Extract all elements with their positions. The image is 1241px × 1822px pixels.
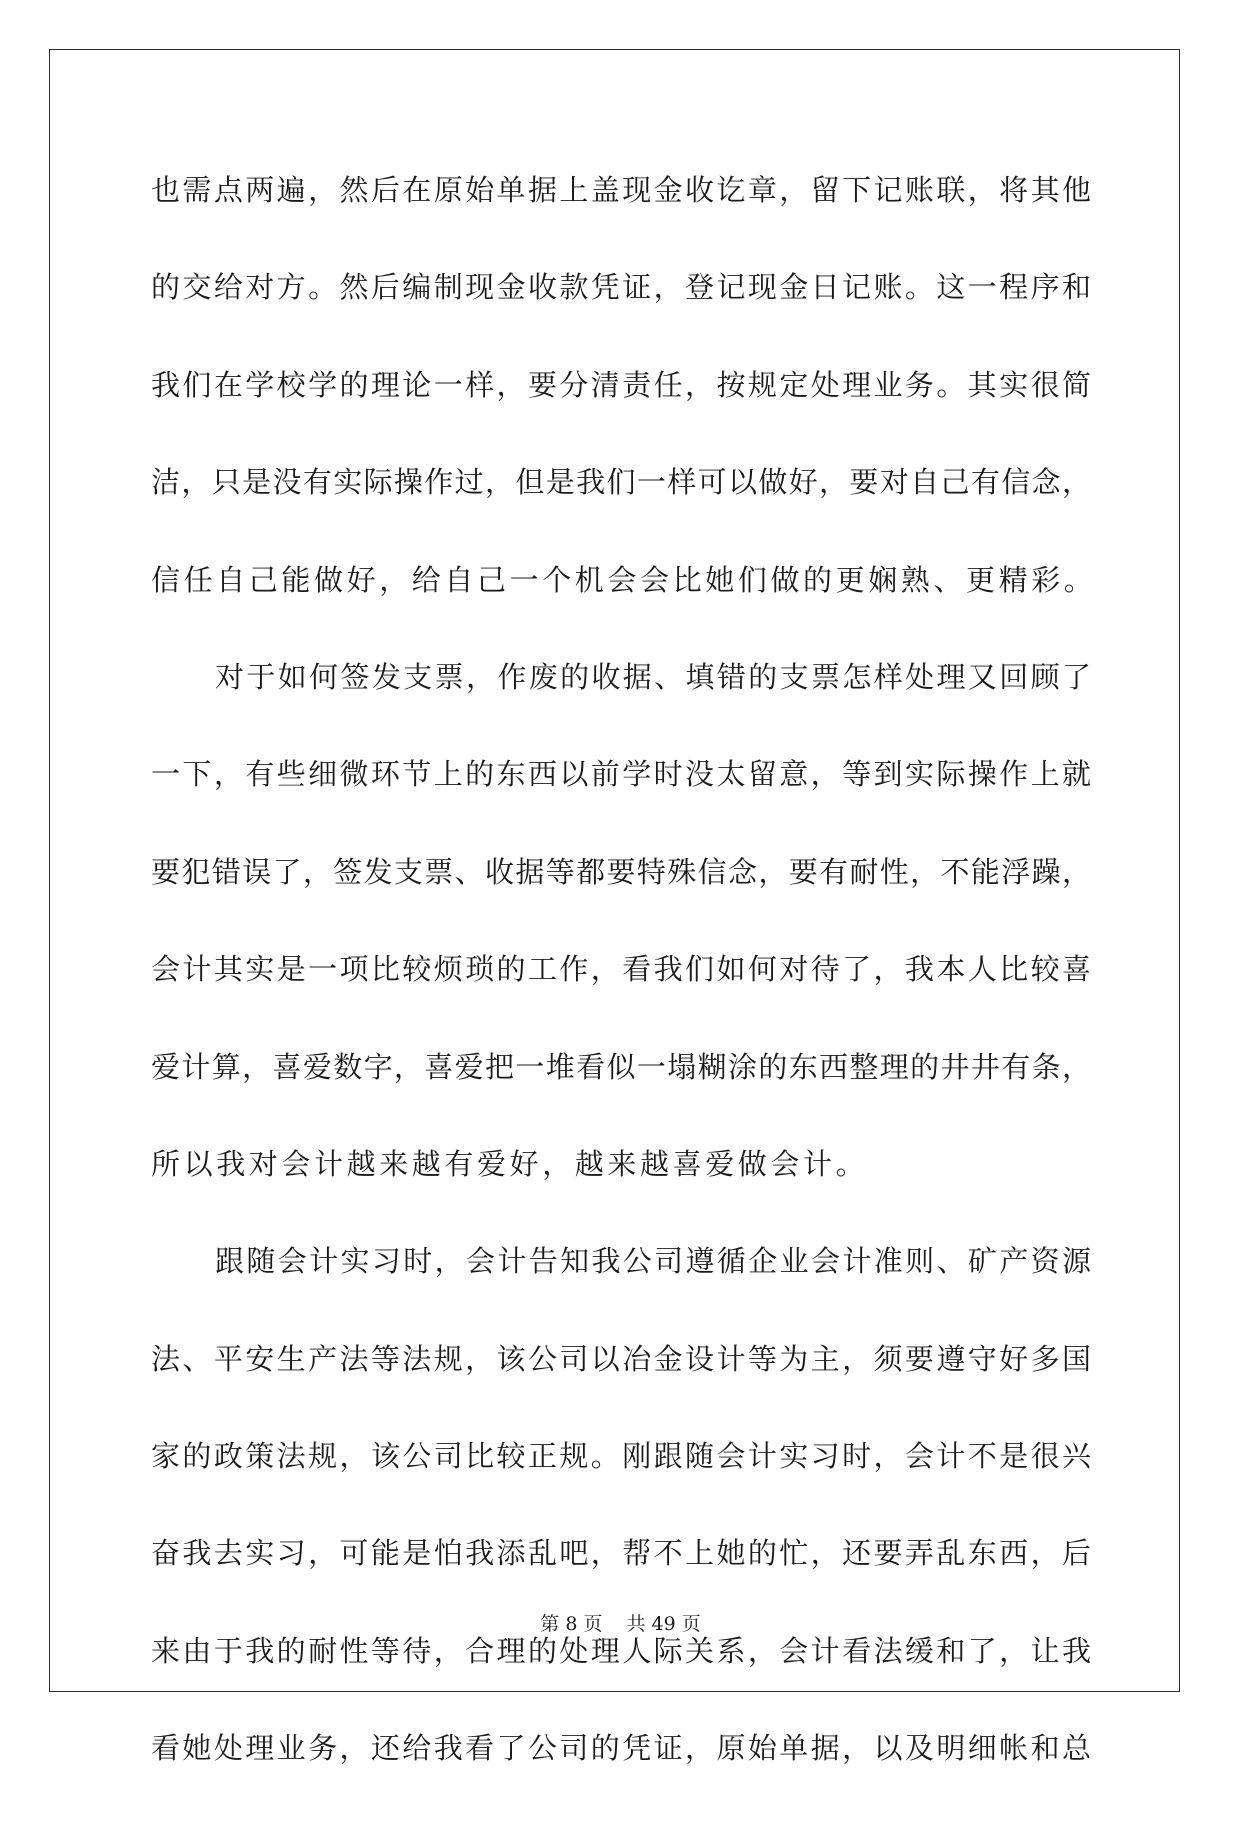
body-text — [151, 166, 1097, 1822]
text-line: 来由于我的耐性等待，合理的处理人际关系，会计看法缓和了，让我 — [151, 1633, 1091, 1668]
text-line: 洁，只是没有实际操作过，但是我们一样可以做好，要对自己有信念， — [151, 465, 1091, 500]
text-line: 看她处理业务，还给我看了公司的凭证，原始单据，以及明细帐和总 — [151, 1731, 1091, 1766]
text-line: 一下，有些细微环节上的东西以前学时没太留意，等到实际操作上就 — [151, 757, 1091, 792]
text-line: 要犯错误了，签发支票、收据等都要特殊信念，要有耐性，不能浮躁， — [151, 854, 1091, 889]
text-line: 的交给对方。然后编制现金收款凭证，登记现金日记账。这一程序和 — [151, 270, 1091, 305]
text-line: 会计其实是一项比较烦琐的工作，看我们如何对待了，我本人比较喜 — [151, 952, 1091, 987]
text-line: 法、平安生产法等法规，该公司以冶金设计等为主，须要遵守好多国 — [151, 1341, 1091, 1376]
text-line: 信任自己能做好，给自己一个机会会比她们做的更娴熟、更精彩。 — [151, 562, 1097, 597]
text-line: 我们在学校学的理论一样，要分清责任，按规定处理业务。其实很简 — [151, 367, 1091, 402]
paragraph-first-line: 跟随会计实习时，会计告知我公司遵循企业会计准则、矿产资源 — [215, 1244, 1091, 1279]
text-line: 爱计算，喜爱数字，喜爱把一堆看似一塌糊涂的东西整理的井井有条， — [151, 1049, 1091, 1084]
text-line: 也需点两遍，然后在原始单据上盖现金收讫章，留下记账联，将其他 — [151, 173, 1091, 207]
page-number: 第 8 页 — [540, 1613, 603, 1635]
page-total: 共 49 页 — [626, 1613, 701, 1635]
text-line: 家的政策法规，该公司比较正规。刚跟随会计实习时，会计不是很兴 — [151, 1439, 1091, 1474]
text-line: 所以我对会计越来越有爱好，越来越喜爱做会计。 — [151, 1146, 869, 1181]
text-line: 奋我去实习，可能是怕我添乱吧，帮不上她的忙，还要弄乱东西，后 — [151, 1536, 1091, 1571]
paragraph-first-line: 对于如何签发支票，作废的收据、填错的支票怎样处理又回顾了 — [215, 659, 1091, 694]
page-footer — [0, 1612, 1241, 1636]
